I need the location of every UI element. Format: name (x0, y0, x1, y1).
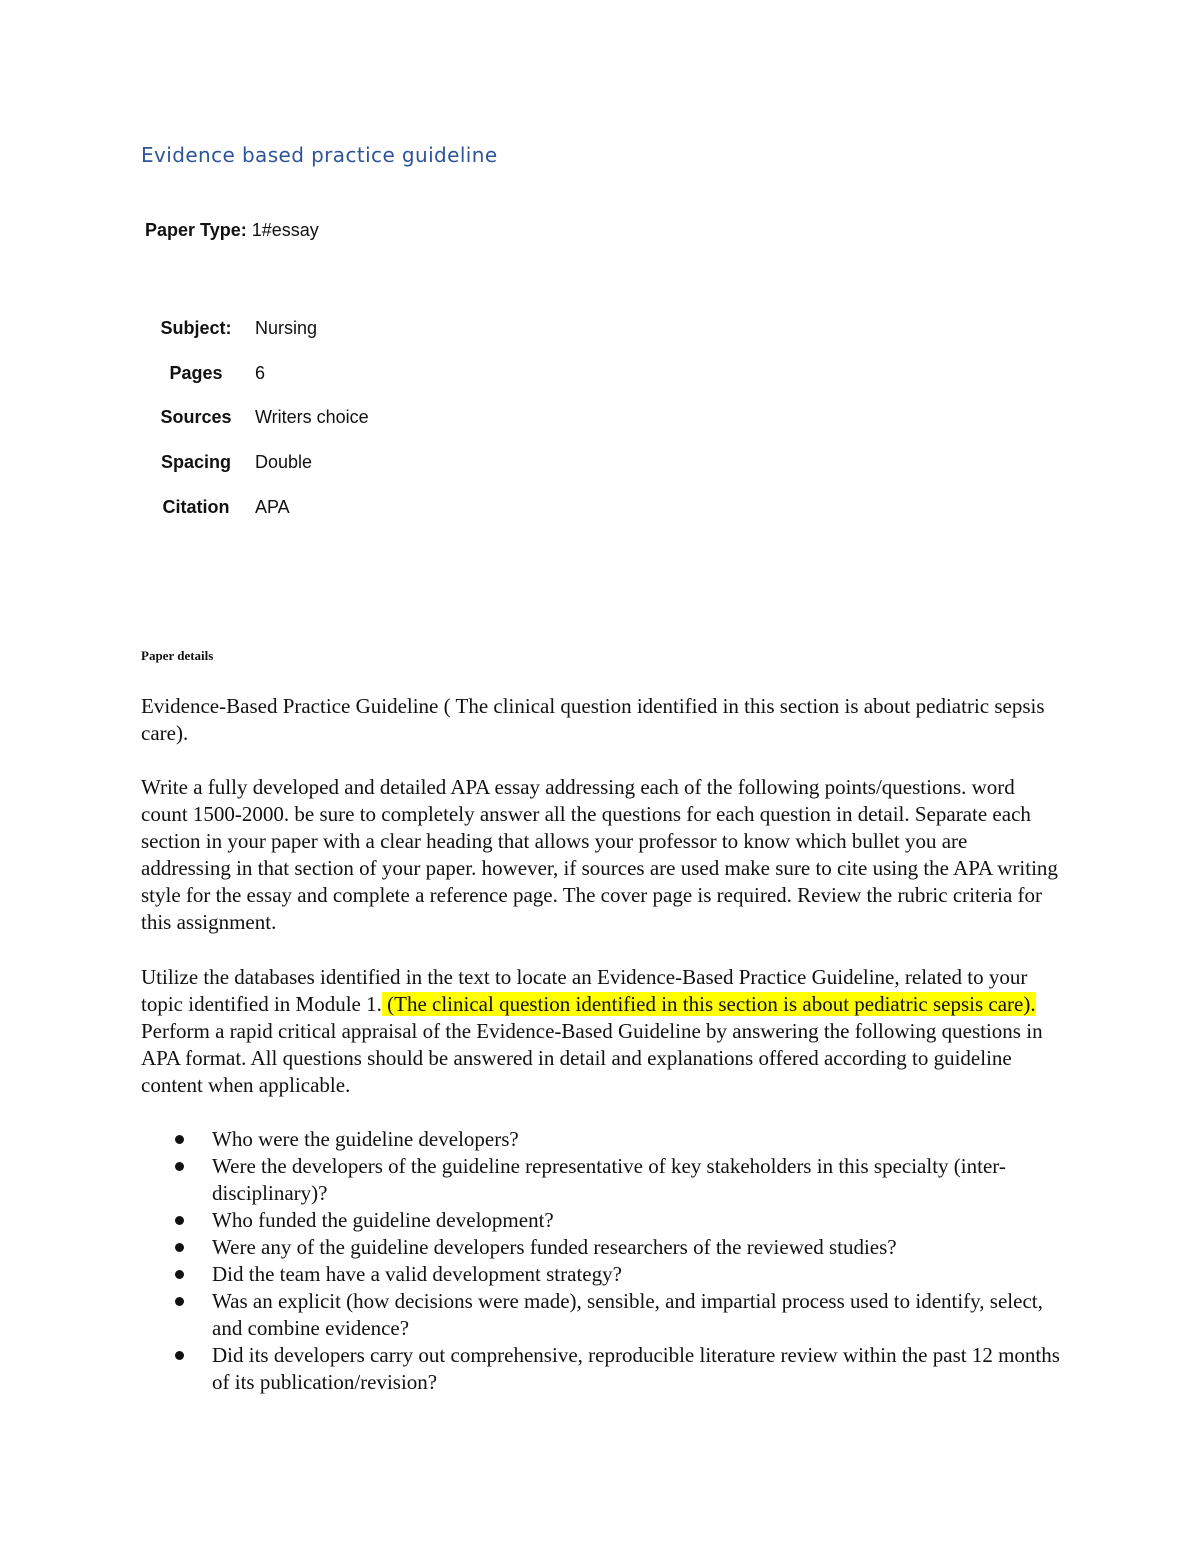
bullet-icon (175, 1216, 184, 1225)
list-item-text: Was an explicit (how decisions were made), sensible, and impartial process used to identify, select, and combine evidence? (212, 1289, 1043, 1340)
meta-value: Double (255, 452, 313, 473)
list-item-text: Who were the guideline developers? (212, 1127, 519, 1151)
meta-label: Sources (160, 407, 232, 428)
paper-type-line (145, 220, 319, 241)
list-item-text: Were any of the guideline developers funded researchers of the reviewed studies? (212, 1235, 897, 1259)
bullet-icon (175, 1351, 184, 1360)
meta-row-sources (150, 396, 369, 441)
list-item (141, 1234, 1071, 1261)
bullet-icon (175, 1243, 184, 1252)
document-title: Evidence based practice guideline (141, 143, 498, 167)
appraisal-text-after: Perform a rapid critical appraisal of the Evidence-Based Guideline by answering the following questions in APA format. All questions should be answered in detail and explanations offered according to guideline content when applicable. (141, 1019, 1043, 1097)
list-item (141, 1207, 1071, 1234)
highlighted-text: (The clinical question identified in this section is about pediatric sepsis care). (381, 992, 1036, 1016)
meta-row-spacing (150, 440, 369, 485)
list-item-text: Did its developers carry out comprehensive, reproducible literature review within the past 12 months of its publication/revision? (212, 1343, 1060, 1394)
list-item-text: Were the developers of the guideline representative of key stakeholders in this specialty (inter-disciplinary)? (212, 1154, 1006, 1205)
list-item (141, 1126, 1071, 1153)
bullet-icon (175, 1135, 184, 1144)
appraisal-questions-list (141, 1126, 1071, 1396)
paragraph-instructions: Write a fully developed and detailed APA essay addressing each of the following points/questions. word count 1500-2000. be sure to completely answer all the questions for each question in detail. Separate each section in your paper with a clear heading that allows your professor to know which bullet you are addressing in that section of your paper. however, if sources are used make sure to cite using the APA writing style for the essay and complete a reference page. The cover page is required. Review the rubric criteria for this assignment. (141, 775, 1058, 934)
bullet-icon (175, 1162, 184, 1171)
bullet-icon (175, 1297, 184, 1306)
meta-row-subject (150, 306, 369, 351)
list-item (141, 1288, 1071, 1342)
meta-label: Spacing (160, 452, 231, 473)
meta-row-citation (150, 485, 369, 530)
paper-type-label: Paper Type: (145, 220, 247, 240)
meta-value: Nursing (255, 317, 318, 338)
list-item (141, 1153, 1071, 1207)
appraisal-text-before: Utilize the databases identified in the text to locate an Evidence-Based Practice Guideline, related to your topic identified in Module 1. (141, 965, 1028, 1016)
meta-row-pages (150, 351, 369, 396)
paper-details-heading: Paper details (141, 648, 214, 663)
paragraph-appraisal (141, 964, 1061, 1099)
meta-value: Writers choice (255, 407, 369, 428)
meta-label: Citation (162, 497, 230, 518)
meta-value: APA (255, 497, 290, 518)
list-item-text: Did the team have a valid development strategy? (212, 1262, 622, 1286)
list-item-text: Who funded the guideline development? (212, 1208, 554, 1232)
list-item (141, 1261, 1071, 1288)
meta-label: Subject: (160, 317, 232, 338)
order-meta-table (150, 306, 369, 530)
bullet-icon (175, 1270, 184, 1279)
paragraph-clinical-question: Evidence-Based Practice Guideline ( The clinical question identified in this section is about pediatric sepsis care). (141, 694, 1045, 745)
paper-type-value: 1#essay (251, 220, 319, 240)
meta-value: 6 (255, 362, 266, 383)
meta-label: Pages (169, 362, 223, 383)
list-item (141, 1342, 1071, 1396)
